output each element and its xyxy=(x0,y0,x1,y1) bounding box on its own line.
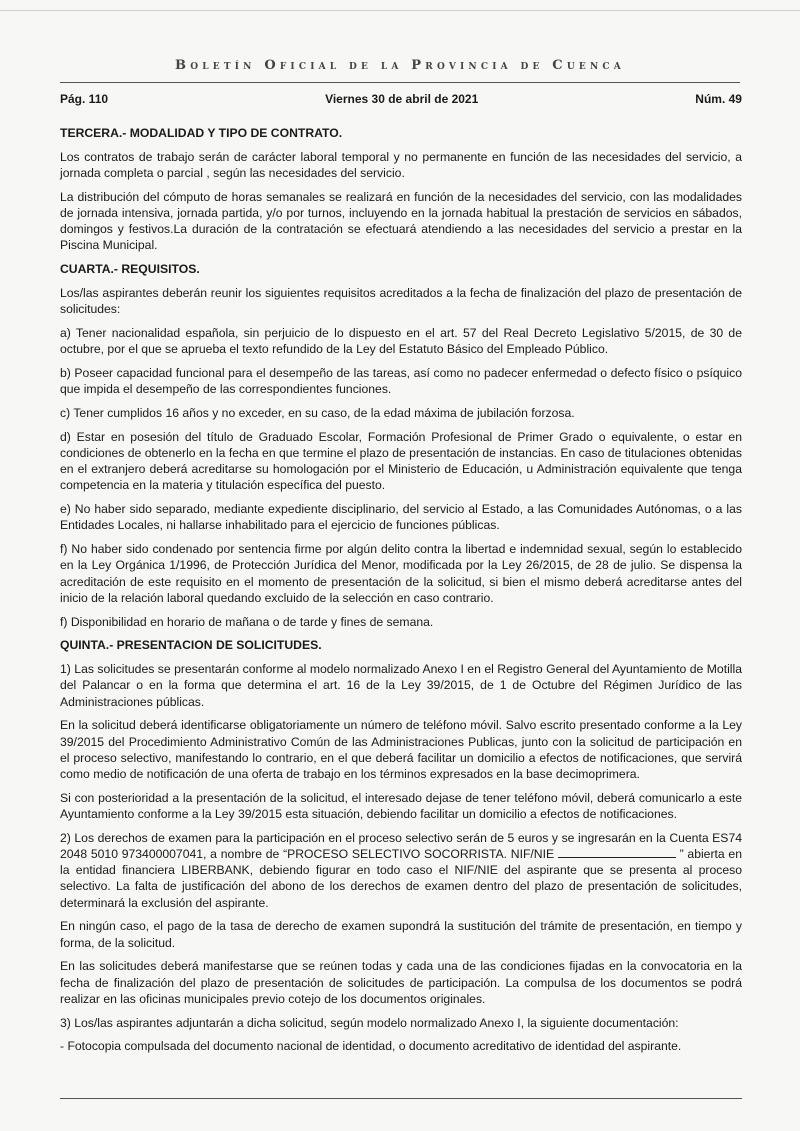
requirement-d: d) Estar en posesión del título de Graduado Escolar, Formación Profesional de Primer Grado o equivalente, o estar en condiciones de obtenerlo en la fecha en que termine el plazo de presentación de instancias. En caso de titulaciones obtenidas en el extranjero deberá acreditarse su homologación por el Ministerio de Educación, u Administración equivalente que tenga competencia en la materia y titulación específica del puesto. xyxy=(60,429,742,493)
paragraph: En las solicitudes deberá manifestarse que se reúnen todas y cada una de las condiciones fijadas en la convocatoria en la fecha de finalización del plazo de presentación de solicitudes de participación. La compulsa de los documentos se podrá realizar en las oficinas municipales previo cotejo de los documentos originales. xyxy=(60,959,742,1006)
header-rule xyxy=(60,82,740,83)
paragraph: Los contratos de trabajo serán de carácter laboral temporal y no permanente en función de las necesidades del servicio, a jornada completa o parcial , según las necesidades del servicio. xyxy=(60,149,742,180)
paragraph: 3) Los/las aspirantes adjuntarán a dicha solicitud, según modelo normalizado Anexo I, la siguiente documentación: xyxy=(60,1015,679,1030)
exam-fee-paragraph xyxy=(60,830,742,911)
bottom-rule xyxy=(60,1098,742,1099)
requirement-c: c) Tener cumplidos 16 años y no exceder, en su caso, de la edad máxima de jubilación forzosa. xyxy=(60,406,575,420)
paragraph: Los/las aspirantes deberán reunir los siguientes requisitos acreditados a la fecha de finalización del plazo de presentación de solicitudes: xyxy=(60,286,742,317)
paragraph: En ningún caso, el pago de la tasa de derecho de examen supondrá la sustitución del trámite de presentación, en tiempo y forma, de la solicitud. xyxy=(60,919,742,950)
paragraph: - Fotocopia compulsada del documento nacional de identidad, o documento acreditativo de identidad del aspirante. xyxy=(60,1039,682,1054)
paragraph: Si con posterioridad a la presentación de la solicitud, el interesado dejase de tener teléfono móvil, deberá comunicarlo a este Ayuntamiento conforme a la Ley 39/2015 esta situación, debiendo facilitar un domicilio a efectos de notificaciones. xyxy=(60,790,742,822)
requirement-e: e) No haber sido separado, mediante expediente disciplinario, del servicio al Estado, a las Comunidades Autónomas, o a las Entidades Locales, ni hallarse inhabilitado para el ejercicio de funciones públicas. xyxy=(60,502,742,533)
closing-quote: ” xyxy=(679,847,684,862)
page-number: Pág. 110 xyxy=(60,92,109,106)
publication-date: Viernes 30 de abril de 2021 xyxy=(325,92,479,106)
paragraph: En la solicitud deberá identificarse obligatoriamente un número de teléfono móvil. Salvo escrito presentado conforme a la Ley 39/2015 del Procedimiento Administrativo Común de las Administraciones Publicas, junto con la solicitud de participación en el proceso selectivo, manifestando lo contrario, en el que deberá facilitar un domicilio a efectos de notificaciones, que servirá como medio de notificación de una oferta de trabajo en los términos expresados en la base decimoprimera. xyxy=(60,718,742,782)
exam-fee-text: 2) Los derechos de examen para la participación en el proceso selectivo serán de 5 euros y se ingresarán en la Cuenta ES74 2048 5010 973400007041, a nombre de “PROCESO SELECTIVO SOCORRISTA. NIF/NIE xyxy=(60,830,742,862)
requirement-a: a) Tener nacionalidad española, sin perjuicio de lo dispuesto en el art. 57 del Real Decreto Legislativo 5/2015, de 30 de octubre, por el que se aprueba el texto refundido de la Ley del Estatuto Básico del Empleado Público. xyxy=(60,326,742,357)
requirement-b: b) Poseer capacidad funcional para el desempeño de las tareas, así como no padecer enfermedad o defecto físico o psíquico que impida el desempeño de las correspondientes funciones. xyxy=(60,366,742,397)
section-title-tercera: TERCERA.- MODALIDAD Y TIPO DE CONTRATO. xyxy=(60,126,343,140)
document-body xyxy=(60,125,742,1062)
requirement-f-availability: f) Disponibilidad en horario de mañana o de tarde y fines de semana. xyxy=(60,614,434,629)
paragraph: La distribución del cómputo de horas semanales se realizará en función de la necesidades del servicio, con las modalidades de jornada intensiva, jornada partida, y/o por turnos, incluyendo en la jornada habitual la prestación de servicios en sábados, domingos y festivos.La duración de la contratación se efectuará atendiendo a las necesidades del servicio a prestar en la Piscina Municipal. xyxy=(60,189,742,253)
masthead: Boletín Oficial de la Provincia de Cuenca xyxy=(175,58,625,73)
exam-fee-text-cont: abierta en la entidad financiera LIBERBANK, debiendo figurar en todo caso el NIF/NIE del aspirante que se presenta al proceso selectivo. La falta de justificación del abono de los derechos de examen dentro del plazo de presentación de solicitudes, determinará la exclusión del aspirante. xyxy=(60,847,742,910)
page-header xyxy=(60,92,742,106)
section-title-quinta: QUINTA.- PRESENTACION DE SOLICITUDES. xyxy=(60,638,322,653)
requirement-f: f) No haber sido condenado por sentencia firme por algún delito contra la libertad e indemnidad sexual, según lo establecido en la Ley Orgánica 1/1996, de Protección Jurídica del Menor, modificada por la Ley 26/2015, de 28 de julio. Se dispensa la acreditación de este requisito en el momento de presentación de la solicitud, si bien el mismo deberá acreditarse antes del inicio de la relación laboral quedando excluido de la selección en caso contrario. xyxy=(60,542,742,605)
issue-number: Núm. 49 xyxy=(695,92,742,106)
top-rule xyxy=(0,10,800,11)
paragraph: 1) Las solicitudes se presentarán conforme al modelo normalizado Anexo I en el Registro General del Ayuntamiento de Motilla del Palancar o en la forma que determina el art. 16 de la Ley 39/2015, de 1 de Octubre del Régimen Jurídico de las Administraciones públicas. xyxy=(60,662,742,709)
nif-blank-line xyxy=(558,846,676,858)
section-title-cuarta: CUARTA.- REQUISITOS. xyxy=(60,262,200,277)
